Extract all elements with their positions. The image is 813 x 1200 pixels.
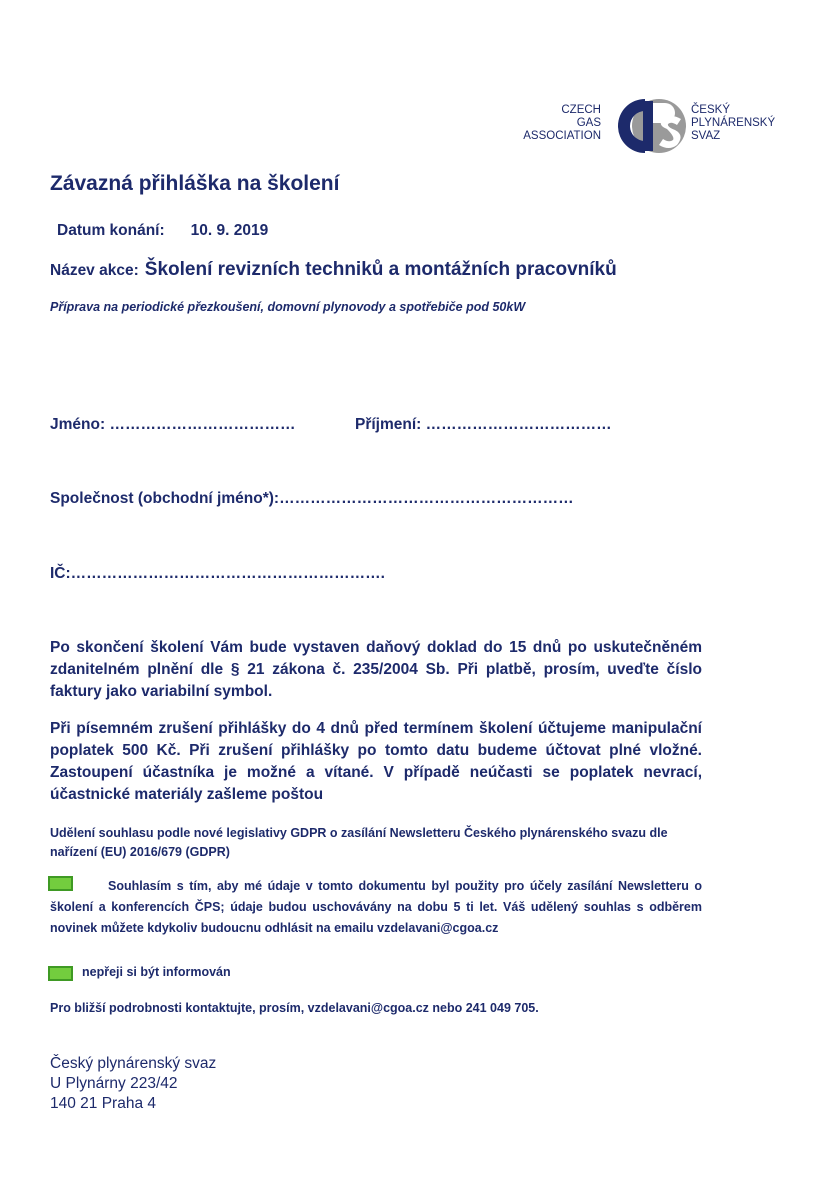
ic-field[interactable]: [50, 565, 385, 583]
optout-checkbox[interactable]: [48, 966, 73, 981]
event-row: [50, 259, 617, 281]
ic-blank[interactable]: …………………………………………………….: [70, 565, 385, 582]
address-line: 140 21 Praha 4: [50, 1095, 157, 1112]
cps-logo-icon: [605, 95, 687, 162]
company-blank[interactable]: …………………………………………………: [279, 490, 574, 507]
date-label: Datum konání:: [57, 222, 165, 239]
last-name-label: Příjmení:: [355, 416, 422, 433]
first-name-blank[interactable]: ………………………………: [109, 416, 296, 433]
cancellation-paragraph: Při písemném zrušení přihlášky do 4 dnů před termínem školení účtujeme manipulační poplatek 500 Kč. Při zrušení přihlášky po tomto datu budeme účtovat plné vložné. Zastoupení účastníka je možné a vítané. V případě neúčasti se poplatek nevrací, účastnické materiály zašleme poštou: [50, 720, 702, 803]
event-label: Název akce:: [50, 262, 139, 279]
ic-label: IČ:: [50, 565, 71, 582]
logo-line: ASSOCIATION: [523, 130, 601, 142]
event-subtitle: Příprava na periodické přezkoušení, domovní plynovody a spotřebiče pod 50kW: [50, 300, 526, 314]
logo-text-en: [491, 104, 601, 143]
address-block: [50, 1054, 216, 1114]
invoice-paragraph: Po skončení školení Vám bude vystaven daňový doklad do 15 dnů po uskutečněném zdanitelném plnění dle § 21 zákona č. 235/2004 Sb. Při platbě, prosím, uveďte číslo faktury jako variabilní symbol.: [50, 639, 702, 700]
date-row: [57, 222, 268, 240]
logo-text-cz: [691, 104, 775, 143]
first-name-field[interactable]: [50, 416, 295, 434]
last-name-field[interactable]: [355, 416, 612, 434]
logo-line: PLYNÁRENSKÝ: [691, 117, 776, 129]
company-label: Společnost (obchodní jméno*):: [50, 490, 280, 507]
page-title: Závazná přihláška na školení: [50, 172, 340, 195]
first-name-label: Jméno:: [50, 416, 106, 433]
logo-line: GAS: [576, 117, 601, 129]
date-value: 10. 9. 2019: [190, 222, 269, 239]
address-line: Český plynárenský svaz: [50, 1055, 217, 1072]
gdpr-heading: Udělení souhlasu podle nové legislativy GDPR o zasílání Newsletteru Českého plynárenského svazu dle nařízení (EU) 2016/679 (GDPR): [50, 826, 668, 859]
company-field[interactable]: [50, 490, 574, 508]
logo-line: CZECH: [561, 104, 601, 116]
optout-text: nepřeji si být informován: [82, 965, 231, 979]
last-name-blank[interactable]: ………………………………: [425, 416, 612, 433]
consent-text: Souhlasím s tím, aby mé údaje v tomto dokumentu byl použity pro účely zasílání Newsletteru o školení a konferencích ČPS; údaje budou uschovávány na dobu 5 ti let. Váš udělený souhlas s odběrem novinek můžete kdykoliv budoucnu odhlásit na emailu vzdelavani@cgoa.cz: [50, 879, 702, 935]
event-value: Školení revizních techniků a montážních pracovníků: [144, 259, 617, 280]
contact-info: Pro bližší podrobnosti kontaktujte, prosím, vzdelavani@cgoa.cz nebo 241 049 705.: [50, 1001, 539, 1015]
logo-line: SVAZ: [691, 130, 721, 142]
logo-line: ČESKÝ: [691, 104, 730, 116]
address-line: U Plynárny 223/42: [50, 1075, 178, 1092]
